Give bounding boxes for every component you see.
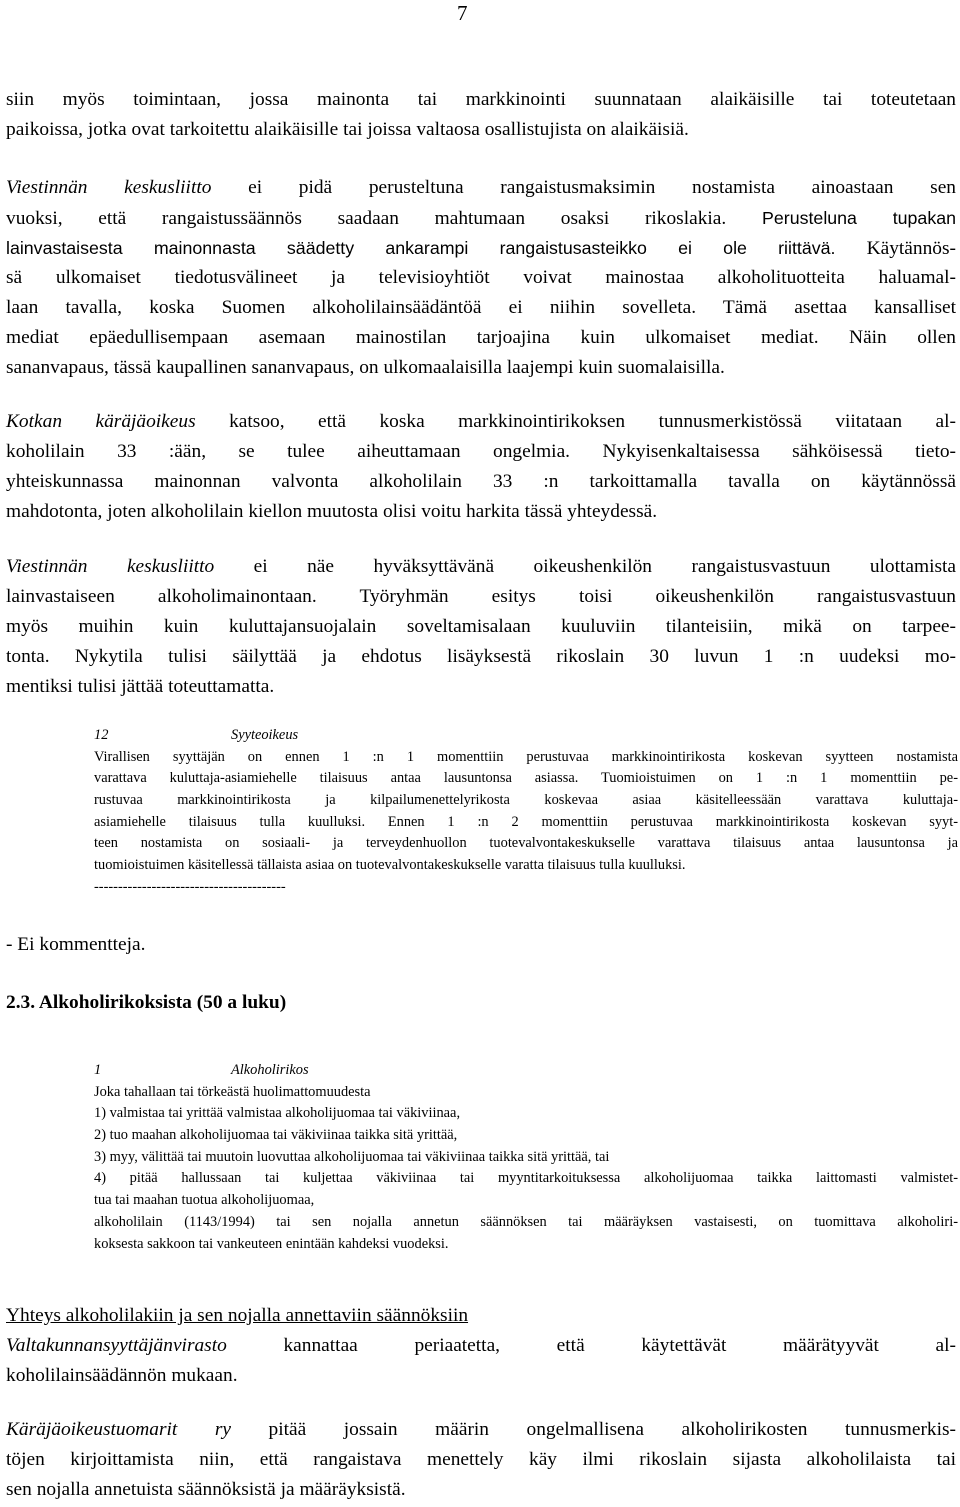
text-line	[6, 407, 956, 437]
organization-name: Valtakunnansyyttäjänvirasto	[6, 1335, 227, 1356]
quote-line: tuomioistuimen käsitellessä tällaista asiaa on tuotevalvontakeskukselle varatta tilaisuus tulla kuulluksi.	[94, 857, 686, 874]
text-line: mentiksi tulisi jättää toteuttamatta.	[6, 676, 275, 697]
text-span: Perusteluna tupakan	[726, 208, 956, 228]
section-number: 12	[94, 727, 109, 743]
section-number: 1	[94, 1062, 102, 1078]
text-span: ei pidä perusteltuna rangaistusmaksimin nostamista ainoastaan sen	[211, 177, 956, 198]
paragraph-3	[6, 407, 956, 527]
quote-line: varattava kuluttaja-asiamiehelle tilaisuus antaa lausuntonsa asiassa. Tuomioistuimen on 1 :n 1 momenttiin pe-	[94, 770, 958, 787]
quote-line: 1) valmistaa tai yrittää valmistaa alkoholijuomaa tai väkiviinaa,	[94, 1105, 461, 1122]
text-line	[6, 1331, 956, 1361]
quote-line: rustuvaa markkinointirikosta ja kilpailumenettelyrikosta koskevaa asiaa käsitelleessään varattava kuluttaja-	[94, 792, 958, 809]
text-line	[6, 173, 956, 203]
text-line: sananvapaus, tässä kaupallinen sananvapaus, on ulkomaalaisilla laajempi kuin suomalaisilla.	[6, 357, 725, 378]
text-line	[6, 203, 956, 233]
quote-heading	[94, 1060, 958, 1082]
heading-text: 2.3. Alkoholirikoksista (50 a luku)	[6, 992, 287, 1013]
paragraph-4	[6, 552, 956, 702]
paragraph-5	[6, 1331, 956, 1391]
text-line: mediat epäedullisempaan asemaan mainostilan tarjoajina kuin ulkomaiset mediat. Näin ollen	[6, 327, 956, 348]
text-line: koholilain 33 :ään, se tulee aiheuttamaan ongelmia. Nykyisenkaltaisessa sähköisessä tieto-	[6, 441, 956, 462]
text-line: sen nojalla annetuista säännöksistä ja määräyksistä.	[6, 1479, 406, 1500]
quote-line: koksesta sakkoon tai vankeuteen enintään kahdeksi vuodeksi.	[94, 1235, 449, 1252]
subheading	[6, 1301, 956, 1331]
text-line: yhteiskunnassa mainonnan valvonta alkoholilain 33 :n tarkoittamalla tavalla on käytännössä	[6, 471, 956, 492]
quote-line: 4) pitää hallussaan tai kuljettaa väkiviinaa tai myyntitarkoituksessa alkoholijuomaa taikka laittomasti valmistet-	[94, 1170, 958, 1187]
quote-line: Joka tahallaan tai törkeästä huolimattomuudesta	[94, 1083, 371, 1100]
text-line	[6, 233, 956, 263]
text-span: lainvastaisesta mainonnasta säädetty ankarampi rangaistusasteikko ei ole riittävä.	[6, 238, 836, 258]
subheading-text: Yhteys alkoholilakiin ja sen nojalla annettaviin säännöksiin	[6, 1305, 469, 1326]
quote-heading	[94, 725, 958, 747]
law-quote-syyteoikeus	[94, 725, 958, 899]
text-line: tonta. Nykytila tulisi säilyttää ja ehdotus lisäyksestä rikoslain 30 luvun 1 :n uudeksi mo-	[6, 646, 956, 667]
quote-line: teen nostamista on sosiaali- ja terveydenhuollon tuotevalvontakeskukselle varattava tilaisuus antaa lausuntonsa ja	[94, 835, 958, 852]
text-line: myös muihin kuin kuluttajansuojalain soveltamisalaan kuuluviin tilanteisiin, mikä on tarpee-	[6, 616, 956, 637]
paragraph-2	[6, 173, 956, 383]
text-line: sä ulkomaiset tiedotusvälineet ja televisioyhtiöt voivat mainostaa alkoholituotteita haluamal-	[6, 267, 956, 288]
section-title: Alkoholirikos	[231, 1062, 309, 1078]
paragraph-1	[6, 85, 956, 145]
quote-line: tua tai maahan tuotua alkoholijuomaa,	[94, 1192, 315, 1209]
separator-line: ----------------------------------------	[94, 878, 286, 895]
text-span: vuoksi, että rangaistussäännös saadaan mahtumaan osaksi rikoslakia.	[6, 208, 727, 229]
quote-line: 2) tuo maahan alkoholijuomaa tai väkiviinaa taikka sitä yrittää,	[94, 1127, 458, 1144]
text-line: - Ei kommentteja.	[6, 934, 146, 955]
comment-line	[6, 930, 956, 960]
organization-name: Kotkan käräjäoikeus	[6, 411, 196, 432]
section-heading	[6, 988, 956, 1018]
text-line	[6, 1415, 956, 1445]
text-line	[6, 552, 956, 582]
organization-name: Viestinnän keskusliitto	[6, 177, 212, 198]
page-number: 7	[457, 1, 468, 25]
text-line: siin myös toimintaan, jossa mainonta tai markkinointi suunnataan alaikäisille tai toteutetaan	[6, 89, 956, 110]
text-line: mahdotonta, joten alkoholilain kiellon muutosta olisi voitu harkita tässä yhteydessä.	[6, 501, 658, 522]
section-title: Syyteoikeus	[231, 727, 299, 743]
text-line: paikoissa, jotka ovat tarkoitettu alaikäisille tai joissa valtaosa osallistujista on alaikäisiä.	[6, 119, 689, 140]
quote-line: alkoholilain (1143/1994) tai sen nojalla annetun säännöksen tai määräyksen vastaisesti, on tuomittava alkoholiri-	[94, 1213, 958, 1230]
text-line: koholilainsäädännön mukaan.	[6, 1365, 238, 1386]
text-span: pitää jossain määrin ongelmallisena alkoholirikosten tunnusmerkis-	[230, 1419, 956, 1440]
text-span: Käytännös-	[835, 238, 956, 259]
text-line: laan tavalla, koska Suomen alkoholilainsäädäntöä ei niihin sovelleta. Tämä asettaa kansalliset	[6, 297, 956, 318]
text-span: ei näe hyväksyttävänä oikeushenkilön rangaistusvastuun ulottamista	[214, 556, 957, 577]
paragraph-6	[6, 1415, 956, 1505]
text-span: katsoo, että koska markkinointirikoksen tunnusmerkistössä viitataan al-	[195, 411, 956, 432]
text-line: töjen kirjoittamista niin, että rangaistava menettely käy ilmi rikoslain sijasta alkoholilaista tai	[6, 1449, 956, 1470]
quote-line: 3) myy, välittää tai muutoin luovuttaa alkoholijuomaa tai väkiviinaa taikka sitä yrittää, tai	[94, 1148, 610, 1165]
organization-name: Viestinnän keskusliitto	[6, 556, 215, 577]
text-line: lainvastaiseen alkoholimainontaan. Työryhmän esitys toisi oikeushenkilön rangaistusvastuun	[6, 586, 956, 607]
text-span: kannattaa periaatetta, että käytettävät määrätyyvät al-	[226, 1335, 956, 1356]
quote-line: Virallisen syyttäjän on ennen 1 :n 1 momenttiin perustuvaa markkinointirikosta koskevan syytteen nostamista	[94, 748, 958, 765]
quote-line: asiamiehelle tilaisuus tulla kuulluksi. Ennen 1 :n 2 momenttiin perustuvaa markkinointirikosta koskevan syyt-	[94, 813, 958, 830]
law-quote-alkoholirikos	[94, 1060, 958, 1255]
organization-name: Käräjäoikeustuomarit ry	[6, 1419, 231, 1440]
